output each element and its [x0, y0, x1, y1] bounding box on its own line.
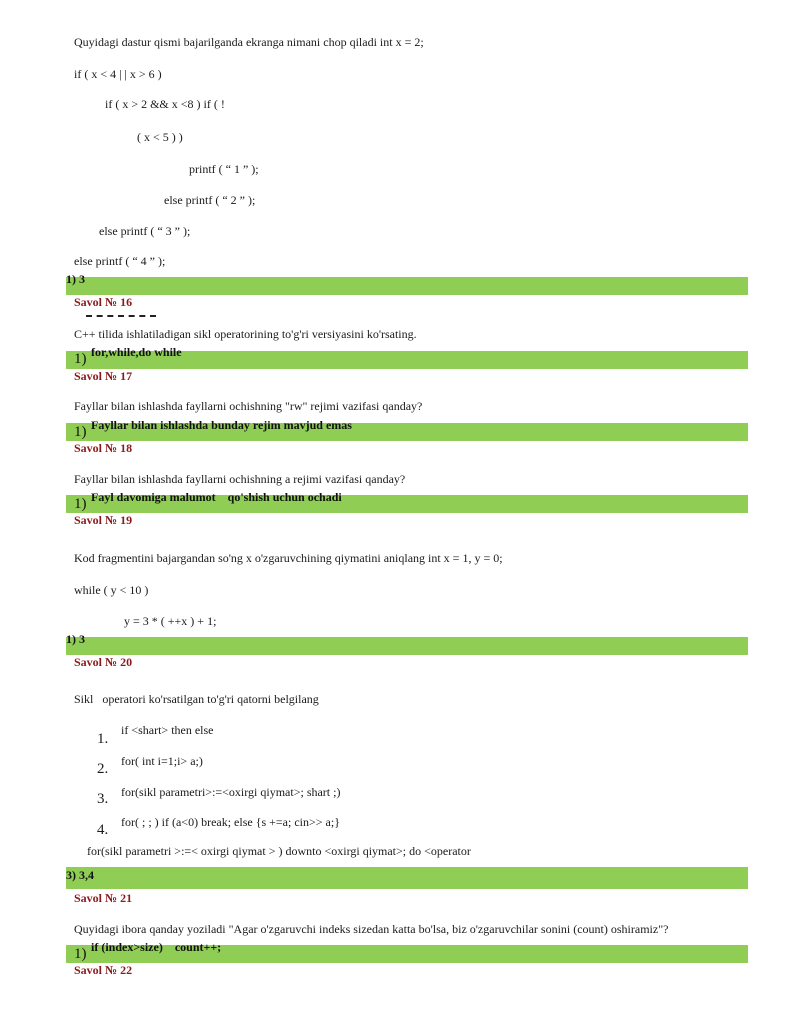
question-number: Savol № 16 — [74, 295, 133, 309]
code-line: else printf ( “ 3 ” ); — [99, 224, 191, 238]
option-text: for( int i=1;i> a;) — [121, 754, 203, 768]
code-line: else printf ( “ 2 ” ); — [164, 193, 256, 207]
question-text: Sikl operatori ko'rsatilgan to'g'ri qatorni belgilang — [74, 692, 319, 706]
question-text: Quyidagi dastur qismi bajarilganda ekranga nimani chop qiladi int x = 2; — [74, 35, 424, 49]
option-text: for(sikl parametri >:=< oxirgi qiymat > ) downto <oxirgi qiymat>; do <operator — [87, 844, 471, 858]
question-number: Savol № 18 — [74, 441, 133, 455]
question-text: Quyidagi ibora qanday yoziladi "Agar o'zgaruvchi indeks sizedan katta bo'lsa, biz o'zgaruvchilar sonini (count) oshiramiz"? — [74, 922, 669, 936]
answer-number: 1) — [74, 351, 87, 367]
question-number: Savol № 22 — [74, 963, 133, 977]
answer-text: Fayl davomiga malumot qo'shish uchun ochadi — [91, 490, 342, 504]
option-text: for(sikl parametri>:=<oxirgi qiymat>; shart ;) — [121, 785, 341, 799]
answer-text: if (index>size) count++; — [91, 940, 222, 954]
answer-number: 1) — [74, 946, 87, 962]
question-text: Fayllar bilan ishlashda fayllarni ochishning "rw" rejimi vazifasi qanday? — [74, 399, 423, 413]
option-number: 2. — [97, 761, 109, 777]
answer-number: 1) — [74, 496, 87, 512]
question-number: Savol № 17 — [74, 369, 133, 383]
answer-text: Fayllar bilan ishlashda bunday rejim mavjud emas — [91, 418, 352, 432]
question-text: Kod fragmentini bajargandan so'ng x o'zgaruvchining qiymatini aniqlang int x = 1, y = 0; — [74, 551, 503, 565]
code-line: else printf ( “ 4 ” ); — [74, 254, 166, 268]
answer-highlight — [66, 637, 748, 655]
answer-text: 3) 3,4 — [66, 868, 94, 882]
question-number: Savol № 19 — [74, 513, 133, 527]
code-line: y = 3 * ( ++x ) + 1; — [124, 614, 217, 628]
answer-text: 1) 3 — [66, 272, 85, 286]
answer-text: for,while,do while — [91, 345, 182, 359]
option-text: if <shart> then else — [121, 723, 214, 737]
answer-number: 1) — [74, 424, 87, 440]
option-number: 1. — [97, 731, 109, 747]
question-text: Fayllar bilan ishlashda fayllarni ochishning a rejimi vazifasi qanday? — [74, 472, 406, 486]
code-line: if ( x < 4 | | x > 6 ) — [74, 67, 162, 81]
option-number: 4. — [97, 822, 109, 838]
option-number: 3. — [97, 791, 109, 807]
code-line: while ( y < 10 ) — [74, 583, 149, 597]
question-number: Savol № 20 — [74, 655, 133, 669]
answer-highlight — [66, 277, 748, 295]
answer-highlight — [66, 867, 748, 889]
answer-text: 1) 3 — [66, 632, 85, 646]
question-number: Savol № 21 — [74, 891, 133, 905]
code-line: printf ( “ 1 ” ); — [189, 162, 259, 176]
question-text: C++ tilida ishlatiladigan sikl operatorining to'g'ri versiyasini ko'rsating. — [74, 327, 417, 341]
code-line: if ( x > 2 && x <8 ) if ( ! — [105, 97, 225, 111]
dashed-divider — [86, 315, 156, 317]
option-text: for( ; ; ) if (a<0) break; else {s +=a; cin>> a;} — [121, 815, 340, 829]
code-line: ( x < 5 ) ) — [137, 130, 183, 144]
